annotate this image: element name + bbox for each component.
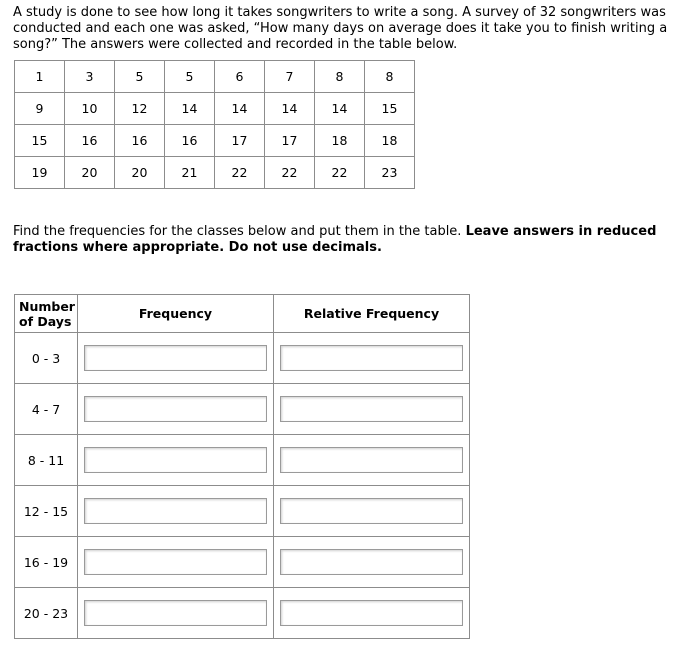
data-cell: 22 <box>215 157 265 189</box>
instructions-text: Find the frequencies for the classes below and put them in the table. <box>13 224 462 239</box>
table-row <box>15 537 470 588</box>
table-row <box>15 384 470 435</box>
frequency-input-8-11[interactable] <box>84 447 267 473</box>
data-cell: 6 <box>215 61 265 93</box>
data-cell: 15 <box>365 93 415 125</box>
data-cell: 18 <box>365 125 415 157</box>
instructions <box>13 224 688 256</box>
relative-frequency-input-16-19[interactable] <box>280 549 463 575</box>
class-label: 20 - 23 <box>15 588 78 639</box>
instructions-emphasis: Leave answers in reduced fractions where appropriate. Do not use decimals. <box>13 224 657 255</box>
data-cell: 19 <box>15 157 65 189</box>
data-cell: 5 <box>115 61 165 93</box>
class-label: 4 - 7 <box>15 384 78 435</box>
data-cell: 17 <box>215 125 265 157</box>
table-row <box>15 435 470 486</box>
data-cell: 8 <box>365 61 415 93</box>
relative-frequency-input-12-15[interactable] <box>280 498 463 524</box>
class-label: 0 - 3 <box>15 333 78 384</box>
data-cell: 5 <box>165 61 215 93</box>
class-label: 16 - 19 <box>15 537 78 588</box>
table-row <box>15 125 415 157</box>
data-cell: 18 <box>315 125 365 157</box>
frequency-input-20-23[interactable] <box>84 600 267 626</box>
frequency-input-4-7[interactable] <box>84 396 267 422</box>
data-cell: 14 <box>315 93 365 125</box>
table-row <box>15 157 415 189</box>
table-row <box>15 588 470 639</box>
table-row <box>15 486 470 537</box>
frequency-input-0-3[interactable] <box>84 345 267 371</box>
class-label: 8 - 11 <box>15 435 78 486</box>
data-cell: 22 <box>315 157 365 189</box>
data-cell: 21 <box>165 157 215 189</box>
class-label: 12 - 15 <box>15 486 78 537</box>
data-cell: 7 <box>265 61 315 93</box>
header-relative-frequency: Relative Frequency <box>274 295 470 333</box>
relative-frequency-input-4-7[interactable] <box>280 396 463 422</box>
data-cell: 8 <box>315 61 365 93</box>
data-cell: 14 <box>165 93 215 125</box>
survey-data-table <box>14 60 415 189</box>
data-cell: 15 <box>15 125 65 157</box>
table-row <box>15 61 415 93</box>
table-row <box>15 93 415 125</box>
data-cell: 10 <box>65 93 115 125</box>
data-cell: 12 <box>115 93 165 125</box>
data-cell: 14 <box>265 93 315 125</box>
data-cell: 22 <box>265 157 315 189</box>
header-number-of-days: Number of Days <box>15 295 78 333</box>
frequency-input-12-15[interactable] <box>84 498 267 524</box>
data-cell: 3 <box>65 61 115 93</box>
header-row <box>15 295 470 333</box>
data-cell: 14 <box>215 93 265 125</box>
frequency-input-16-19[interactable] <box>84 549 267 575</box>
data-cell: 20 <box>65 157 115 189</box>
data-cell: 20 <box>115 157 165 189</box>
frequency-table <box>14 294 470 639</box>
data-cell: 16 <box>115 125 165 157</box>
data-cell: 23 <box>365 157 415 189</box>
problem-intro: A study is done to see how long it takes songwriters to write a song. A survey of 32 songwriters was conducted and each one was asked, “How many days on average does it take you to finish writing a song?” The answers were collected and recorded in the table below. <box>13 5 668 52</box>
relative-frequency-input-0-3[interactable] <box>280 345 463 371</box>
header-frequency: Frequency <box>78 295 274 333</box>
relative-frequency-input-8-11[interactable] <box>280 447 463 473</box>
data-cell: 9 <box>15 93 65 125</box>
relative-frequency-input-20-23[interactable] <box>280 600 463 626</box>
table-row <box>15 333 470 384</box>
data-cell: 1 <box>15 61 65 93</box>
data-cell: 17 <box>265 125 315 157</box>
data-cell: 16 <box>65 125 115 157</box>
data-cell: 16 <box>165 125 215 157</box>
